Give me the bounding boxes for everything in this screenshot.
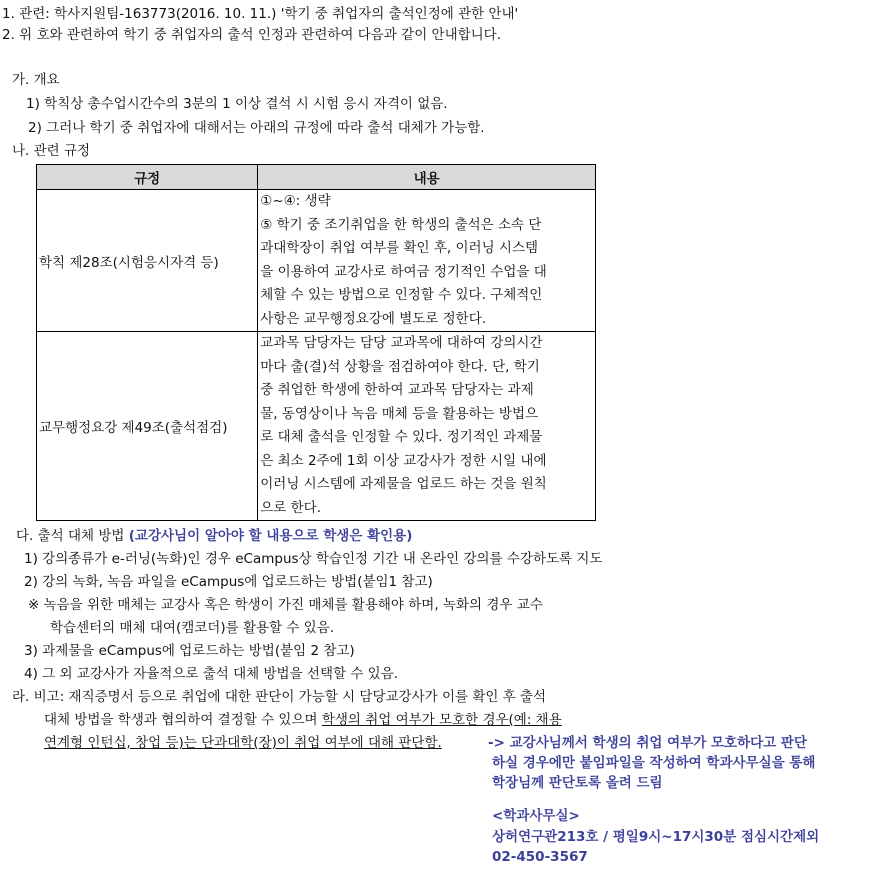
section-na-title: 나. 관련 규정 — [12, 143, 91, 159]
content-line: 이러닝 시스템에 과제물을 업로드 하는 것을 원칙 — [260, 476, 547, 492]
section-da-note-2: 학습센터의 매체 대여(캠코더)를 활용할 수 있음. — [50, 620, 335, 636]
annotation-line-3: 학장님께 판단토록 올려 드림 — [492, 775, 663, 791]
section-da-item-2: 2) 강의 녹화, 녹음 파일을 eCampus에 업로드하는 방법(붙임1 참고) — [24, 574, 433, 590]
regulations-table — [36, 164, 596, 521]
rule-content — [258, 190, 596, 332]
content-line: 을 이용하여 교강사로 하여금 정기적인 수업을 대 — [260, 263, 547, 280]
section-da-item-4: 4) 그 외 교강사가 자율적으로 출석 대체 방법을 선택할 수 있음. — [24, 666, 399, 682]
content-line: 마다 출(결)석 상황을 점검하여야 한다. 단, 학기 — [260, 358, 540, 375]
section-da-note: (교강사님이 알아야 할 내용으로 학생은 확인용) — [128, 528, 413, 544]
content-line: 중 취업한 학생에 한하여 교과목 담당자는 과제 — [260, 382, 534, 398]
content-line: 물, 동영상이나 녹음 매체 등을 활용하는 방법으 — [260, 405, 539, 422]
section-da-item-3: 3) 과제물을 eCampus에 업로드하는 방법(붙임 2 참고) — [24, 643, 355, 659]
content-line: 사항은 교무행정요강에 별도로 정한다. — [260, 310, 487, 327]
section-ga-title: 가. 개요 — [12, 72, 60, 88]
section-ra-plain: 대체 방법을 학생과 협의하여 결정할 수 있으며 — [44, 712, 322, 728]
content-line: 체할 수 있는 방법으로 인정할 수 있다. 구체적인 — [260, 287, 543, 303]
header-content: 내용 — [258, 165, 596, 190]
section-da-item-1: 1) 강의종류가 e-러닝(녹화)인 경우 eCampus상 학습인정 기간 내 온라인 강의를 수강하도록 지도 — [24, 551, 603, 567]
rule-content — [258, 332, 596, 521]
section-da-note-1: ※ 녹음을 위한 매체는 교강사 혹은 학생이 가진 매체를 활용해야 하며, 녹화의 경우 교수 — [28, 597, 543, 613]
section-ra-line-3 — [44, 733, 442, 753]
section-ga-item-2: 2) 그러나 학기 중 취업자에 대해서는 아래의 규정에 따라 출석 대체가 가능함. — [28, 120, 485, 136]
content-line: 으로 한다. — [260, 499, 321, 516]
rule-name: 학칙 제28조(시험응시자격 등) — [37, 190, 258, 332]
content-line: 과대학장이 취업 여부를 확인 후, 이러닝 시스템 — [260, 240, 539, 256]
rule-name: 교무행정요강 제49조(출석점검) — [37, 332, 258, 521]
content-line: 로 대체 출석을 인정할 수 있다. 정기적인 과제물 — [260, 429, 543, 445]
header-regulation: 규정 — [37, 165, 258, 190]
table-header-row — [37, 165, 596, 190]
reference-line: 1. 관련: 학사지원팀-163773(2016. 10. 11.) '학기 중 취업자의 출석인정에 관한 안내' — [2, 6, 519, 22]
content-line: 은 최소 2주에 1회 이상 교강사가 정한 시일 내에 — [260, 452, 547, 469]
annotation-line-1: -> 교강사님께서 학생의 취업 여부가 모호하다고 판단 — [488, 735, 807, 751]
table-row — [37, 190, 596, 332]
annotation-line-2: 하실 경우에만 붙임파일을 작성하여 학과사무실을 통해 — [492, 755, 816, 771]
section-da-title-text: 다. 출석 대체 방법 — [16, 528, 129, 544]
section-ga-item-1: 1) 학칙상 총수업시간수의 3분의 1 이상 결석 시 시험 응시 자격이 없음. — [26, 96, 448, 112]
content-line: ①~④: 생략 — [260, 193, 331, 209]
office-location: 상허연구관213호 / 평일9시~17시30분 점심시간제외 — [492, 829, 820, 845]
section-ra-line-1: 라. 비고: 재직증명서 등으로 취업에 대한 판단이 가능할 시 담당교강사가 이를 확인 후 출석 — [12, 689, 547, 705]
section-ra-underlined-2: 연계형 인턴십, 창업 등)는 단과대학(장)이 취업 여부에 대해 판단함. — [44, 735, 442, 751]
table-row — [37, 332, 596, 521]
section-ra-underlined: 학생의 취업 여부가 모호한 경우(예: 채용 — [321, 712, 562, 728]
intro-line: 2. 위 호와 관련하여 학기 중 취업자의 출석 인정과 관련하여 다음과 같이 안내합니다. — [2, 27, 502, 43]
section-ra-line-2 — [44, 710, 562, 730]
office-title: <학과사무실> — [492, 808, 580, 824]
section-da-title — [16, 526, 412, 546]
content-line: 교과목 담당자는 담당 교과목에 대하여 강의시간 — [260, 335, 543, 351]
office-phone: 02-450-3567 — [492, 849, 588, 865]
content-line: ⑤ 학기 중 조기취업을 한 학생의 출석은 소속 단 — [260, 216, 542, 233]
